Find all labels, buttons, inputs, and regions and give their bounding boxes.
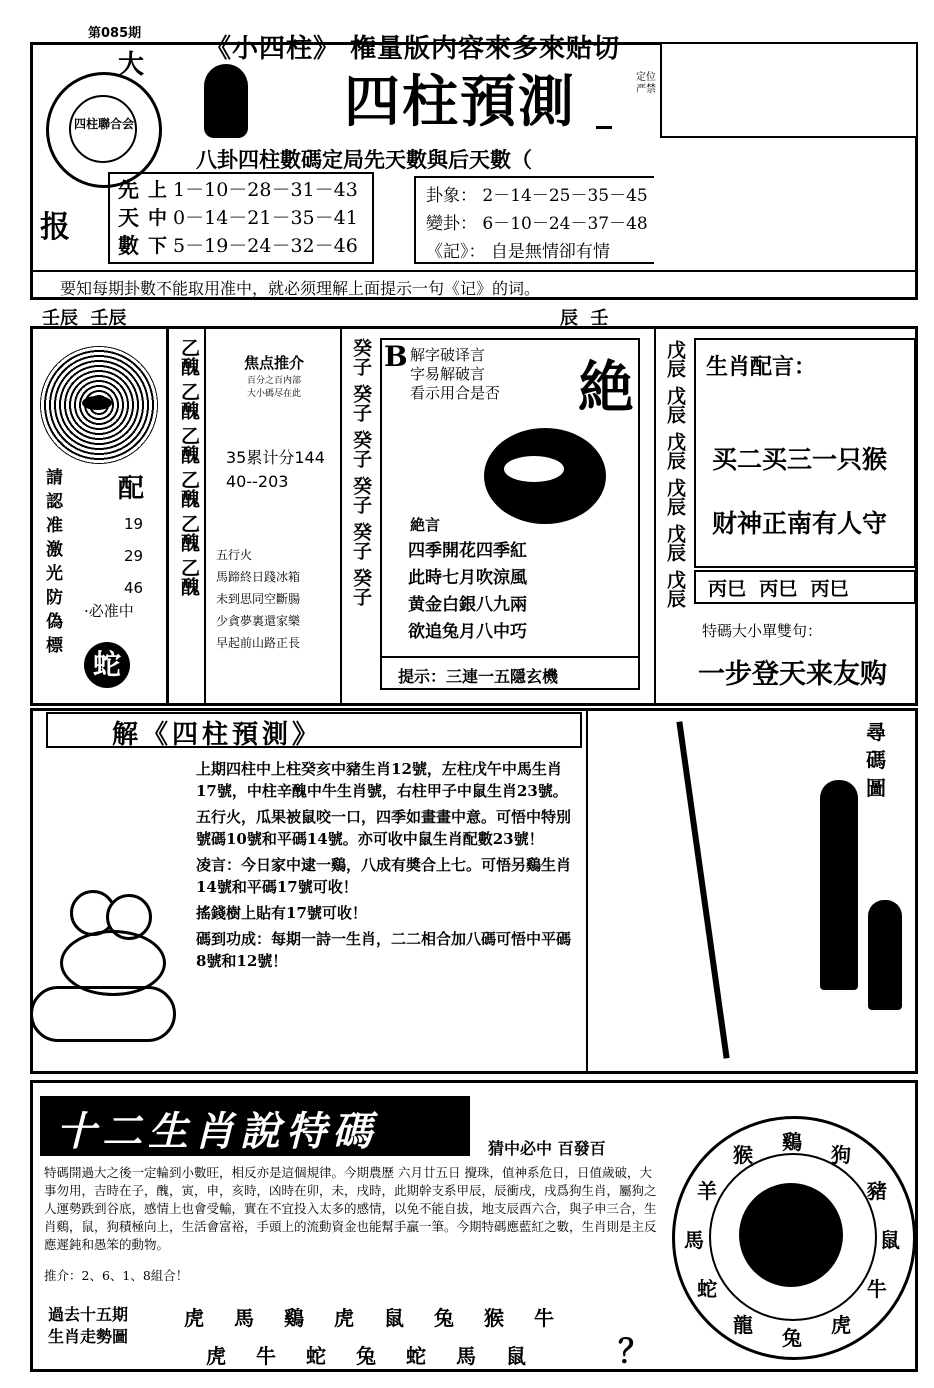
focus-line: 馬蹄終日踐冰箱 (216, 570, 301, 584)
formula-label: 天 (118, 205, 139, 230)
vertical-slogan (46, 466, 63, 658)
formula-nums: 1－10－28－31－43 (173, 179, 358, 201)
gua-row: 卦象： 2－14－25－35－45 (426, 186, 648, 206)
zodiac-line: 买二买三一只猴 (712, 445, 888, 474)
side-label-char: 圖 (866, 776, 886, 800)
focus-poem (216, 544, 300, 654)
gua-row: 變卦： 6－10－24－37－48 (426, 214, 648, 234)
slogan-char: 光 (46, 564, 63, 584)
side-label-char: 碼 (866, 748, 886, 772)
slogan-char: 標 (46, 636, 63, 656)
gua-box (414, 176, 654, 264)
notice-text: 要知每期卦數不能取用准中，就必须理解上面提示一句《记》的词。 (60, 279, 541, 298)
formula-heading: 八卦四柱數碼定局先天數與后天數（ (196, 147, 532, 172)
bottom-tuijie: 推介：2、6、1、8組合！ (44, 1268, 189, 1283)
focus-line: 少貪夢裏還家樂 (216, 614, 301, 628)
bottom-slogan: 猜中必中 百發百 (488, 1139, 606, 1158)
side-label (866, 718, 886, 802)
focus-scores (226, 446, 325, 494)
pei-label: 配 (118, 474, 145, 504)
ganzhi-cell: 癸子 (350, 430, 372, 468)
b-mark: B (384, 340, 408, 373)
ganzhi-cell: 戊辰 (664, 340, 686, 378)
ganzhi-cell: 乙醜 (178, 338, 200, 376)
past-animal: 蛇 (306, 1344, 326, 1368)
formula-rows (148, 176, 358, 260)
gua-row: 《記》： 自是無情卻有情 (426, 242, 610, 262)
formula-label: 先 (118, 177, 139, 202)
wheel-animal: 鼠 (880, 1228, 900, 1252)
ganzhi-cell: 乙醜 (178, 426, 200, 464)
past-animal: 虎 (334, 1306, 354, 1330)
ganzhi-cell: 乙醜 (178, 470, 200, 508)
poem-line: 四季開花四季紅 (408, 541, 527, 561)
bird-icon (82, 396, 112, 410)
slogan-char: 激 (46, 540, 63, 560)
top-banner: 《小四柱》 権量版内容來多來贴切 (205, 34, 621, 64)
formula-nums: 5－19－24－32－46 (173, 235, 358, 257)
poem-line: 欲追兔月八中巧 (408, 622, 527, 642)
tema-text: 一步登天来友购 (698, 659, 887, 690)
seal-text: 四柱聯合会 (73, 117, 134, 131)
wheel-animal: 蛇 (697, 1277, 718, 1301)
focus-line: 未到思同空斷腸 (216, 592, 301, 606)
past-animal: 兔 (356, 1344, 376, 1368)
ganzhi-cell: 乙醜 (178, 514, 200, 552)
poem-line: 此時七月吹涼風 (408, 568, 527, 588)
focus-sub: 大小碼尽在此 (246, 389, 301, 399)
center-line: 字易解破言 (410, 365, 486, 383)
focus-line: 早起前山路正長 (216, 636, 301, 650)
ganzhi-cell: 癸子 (350, 384, 372, 422)
wheel-animal: 兔 (782, 1326, 802, 1350)
zodiac-wheel (672, 1116, 916, 1360)
guizi-column (348, 338, 374, 606)
ganzhi-right: 辰 壬 (560, 308, 609, 329)
past-animal: 鷄 (284, 1306, 304, 1330)
side-label-char: 尋 (866, 720, 886, 744)
past-label (48, 1304, 128, 1348)
ganzhi-cell: 戊辰 (664, 478, 686, 516)
slogan-char: 認 (46, 492, 63, 512)
bottom-banner: 十二生肖說特碼 (56, 1108, 378, 1155)
formula-labels (118, 176, 139, 260)
past-animal: 蛇 (406, 1344, 426, 1368)
focus-score: 40--203 (226, 472, 289, 491)
ganzhi-cell: 戊辰 (664, 386, 686, 424)
bingsi-text: 丙巳 丙巳 丙巳 (708, 578, 849, 600)
wheel-animal: 龍 (733, 1312, 753, 1337)
jue-char: 絶 (578, 355, 634, 421)
focus-panel (216, 352, 332, 399)
ganzhi-cell: 乙醜 (178, 558, 200, 596)
corner-char: 大 (118, 50, 145, 80)
explain-para: 碼到功成：每期一詩一生肖，二二相合加八碼可悟中平碼8號和12號！ (196, 930, 572, 970)
past-animal: 虎 (206, 1344, 226, 1368)
wheel-animal: 牛 (866, 1277, 887, 1301)
ganzhi-cell: 癸子 (350, 476, 372, 514)
ganzhi-cell: 癸子 (350, 568, 372, 606)
wheel-animal: 猴 (733, 1143, 753, 1168)
formula-pos: 中 (148, 207, 168, 229)
focus-sub: 百分之百内部 (246, 376, 301, 386)
past-animal: 鼠 (506, 1344, 526, 1368)
ganzhi-left: 壬辰 壬辰 (42, 308, 127, 329)
seal-logo (46, 72, 162, 188)
pei-number: 19 (124, 515, 144, 533)
page-title: 四柱預測 (344, 69, 576, 135)
rock-image (868, 900, 902, 1010)
side-char: 报 (40, 210, 70, 245)
focus-wuxing: 五行火 (216, 548, 253, 562)
rock-image (820, 780, 858, 990)
formula-nums: 0－14－21－35－41 (173, 207, 358, 229)
past-row-2 (206, 1340, 526, 1369)
explain-text (196, 758, 576, 972)
past-animal: 馬 (456, 1344, 476, 1368)
poem-title: 絶言 (410, 516, 441, 534)
focus-score: 35累计分144 (226, 448, 325, 467)
ganzhi-cell: 戊辰 (664, 432, 686, 470)
ganzhi-cell: 癸子 (350, 338, 372, 376)
pei-numbers (124, 508, 143, 604)
past-animal: 馬 (234, 1306, 254, 1330)
zodiac-line: 财神正南有人守 (712, 509, 888, 538)
tema-label: 特碼大小單雙句： (702, 622, 823, 640)
explain-para: 五行火，瓜果被鼠咬一口，四季如畫畫中意。可悟中特別號碼10號和平碼14號。亦可收中鼠生肖配數23號！ (196, 808, 572, 848)
past-label-line: 過去十五期 (48, 1305, 129, 1324)
pei-number: 29 (124, 547, 144, 565)
bottom-text: 特碼開過大之後一定輪到小數旺，相反亦是這個規律。今期農歷 六月廿五日 攪珠，值神系危日，日值歲破，大事勿用，吉時在子，醜，寅，申，亥時，凶時在卯，未，戌時，此期幹支系甲辰，辰衝戌，戌爲狗生肖，屬狗之人運勢跌到谷底，感情上也會受輸，實在不宜投入太多的感情，以免不能自拔，地支辰酉六合，與子申三合，生肖鷄，鼠，狗積極向上，生活會富裕，手頭上的流動資金也能幫手贏一筆。今期特碼應藍紅之數，生肖則是主反應遲鈍和愚笨的動物。 (44, 1165, 657, 1252)
bizhun-text: ·必准中 (84, 602, 134, 620)
wheel-animal: 狗 (831, 1143, 851, 1168)
frog-cartoon (30, 880, 180, 1060)
wheel-animal: 虎 (831, 1312, 851, 1337)
past-animal: 牛 (256, 1344, 276, 1368)
past-animal: 牛 (534, 1306, 554, 1330)
formula-label: 數 (118, 233, 139, 258)
past-row-1 (184, 1302, 554, 1331)
center-line: 解字破译言 (410, 346, 486, 364)
zodiac-title: 生肖配言： (706, 354, 817, 380)
slogan-char: 准 (46, 516, 63, 536)
past-animal: 猴 (484, 1306, 504, 1330)
center-hint: 提示：三連一五隱玄機 (398, 667, 559, 686)
snake-badge: 蛇 (84, 642, 130, 688)
wheel-animal: 馬 (684, 1228, 704, 1252)
wheel-animal: 豬 (866, 1179, 887, 1203)
corner-note: 定位 严禁 (636, 72, 656, 95)
pei-number: 46 (124, 579, 144, 597)
wuchen-column (662, 340, 688, 608)
center-lines (410, 346, 500, 403)
portrait-image (204, 64, 248, 138)
question-mark: ？ (618, 1332, 651, 1370)
center-line: 看示用合是否 (410, 384, 501, 402)
yichou-column (176, 338, 202, 596)
deer-image (484, 428, 606, 524)
explain-para: 上期四柱中上柱癸亥中豬生肖12號，左柱戊午中馬生肖17號，中柱辛醜中牛生肖號，右柱甲子中鼠生肖23號。 (196, 760, 568, 800)
center-poem (408, 538, 527, 646)
ganzhi-cell: 乙醜 (178, 382, 200, 420)
formula-box (108, 172, 374, 264)
issue-number: 第085期 (88, 26, 142, 41)
past-animal: 虎 (184, 1306, 204, 1330)
past-label-line: 生肖走勢圖 (48, 1327, 129, 1346)
past-animal: 鼠 (384, 1306, 404, 1330)
ganzhi-cell: 癸子 (350, 522, 372, 560)
explain-para: 凌言：今日家中逮一鷄，八成有奬合上七。可悟另鷄生肖14號和平碼17號可收！ (196, 856, 572, 896)
formula-pos: 下 (148, 235, 168, 257)
wheel-animal: 羊 (697, 1179, 718, 1203)
slogan-char: 請 (46, 468, 63, 488)
explain-para: 搖錢樹上貼有17號可收！ (196, 904, 367, 922)
ganzhi-cell: 戊辰 (664, 570, 686, 608)
blank-box (660, 42, 918, 138)
ganzhi-cell: 戊辰 (664, 524, 686, 562)
explain-title: 解《四柱預測》 (112, 720, 323, 750)
poem-line: 黄金白銀八九兩 (408, 595, 527, 615)
past-animal: 兔 (434, 1306, 454, 1330)
formula-pos: 上 (148, 179, 168, 201)
slogan-char: 防 (46, 588, 63, 608)
wheel-animal: 鷄 (782, 1130, 802, 1154)
focus-title: 焦点推介 (243, 354, 304, 372)
slogan-char: 偽 (46, 612, 63, 632)
